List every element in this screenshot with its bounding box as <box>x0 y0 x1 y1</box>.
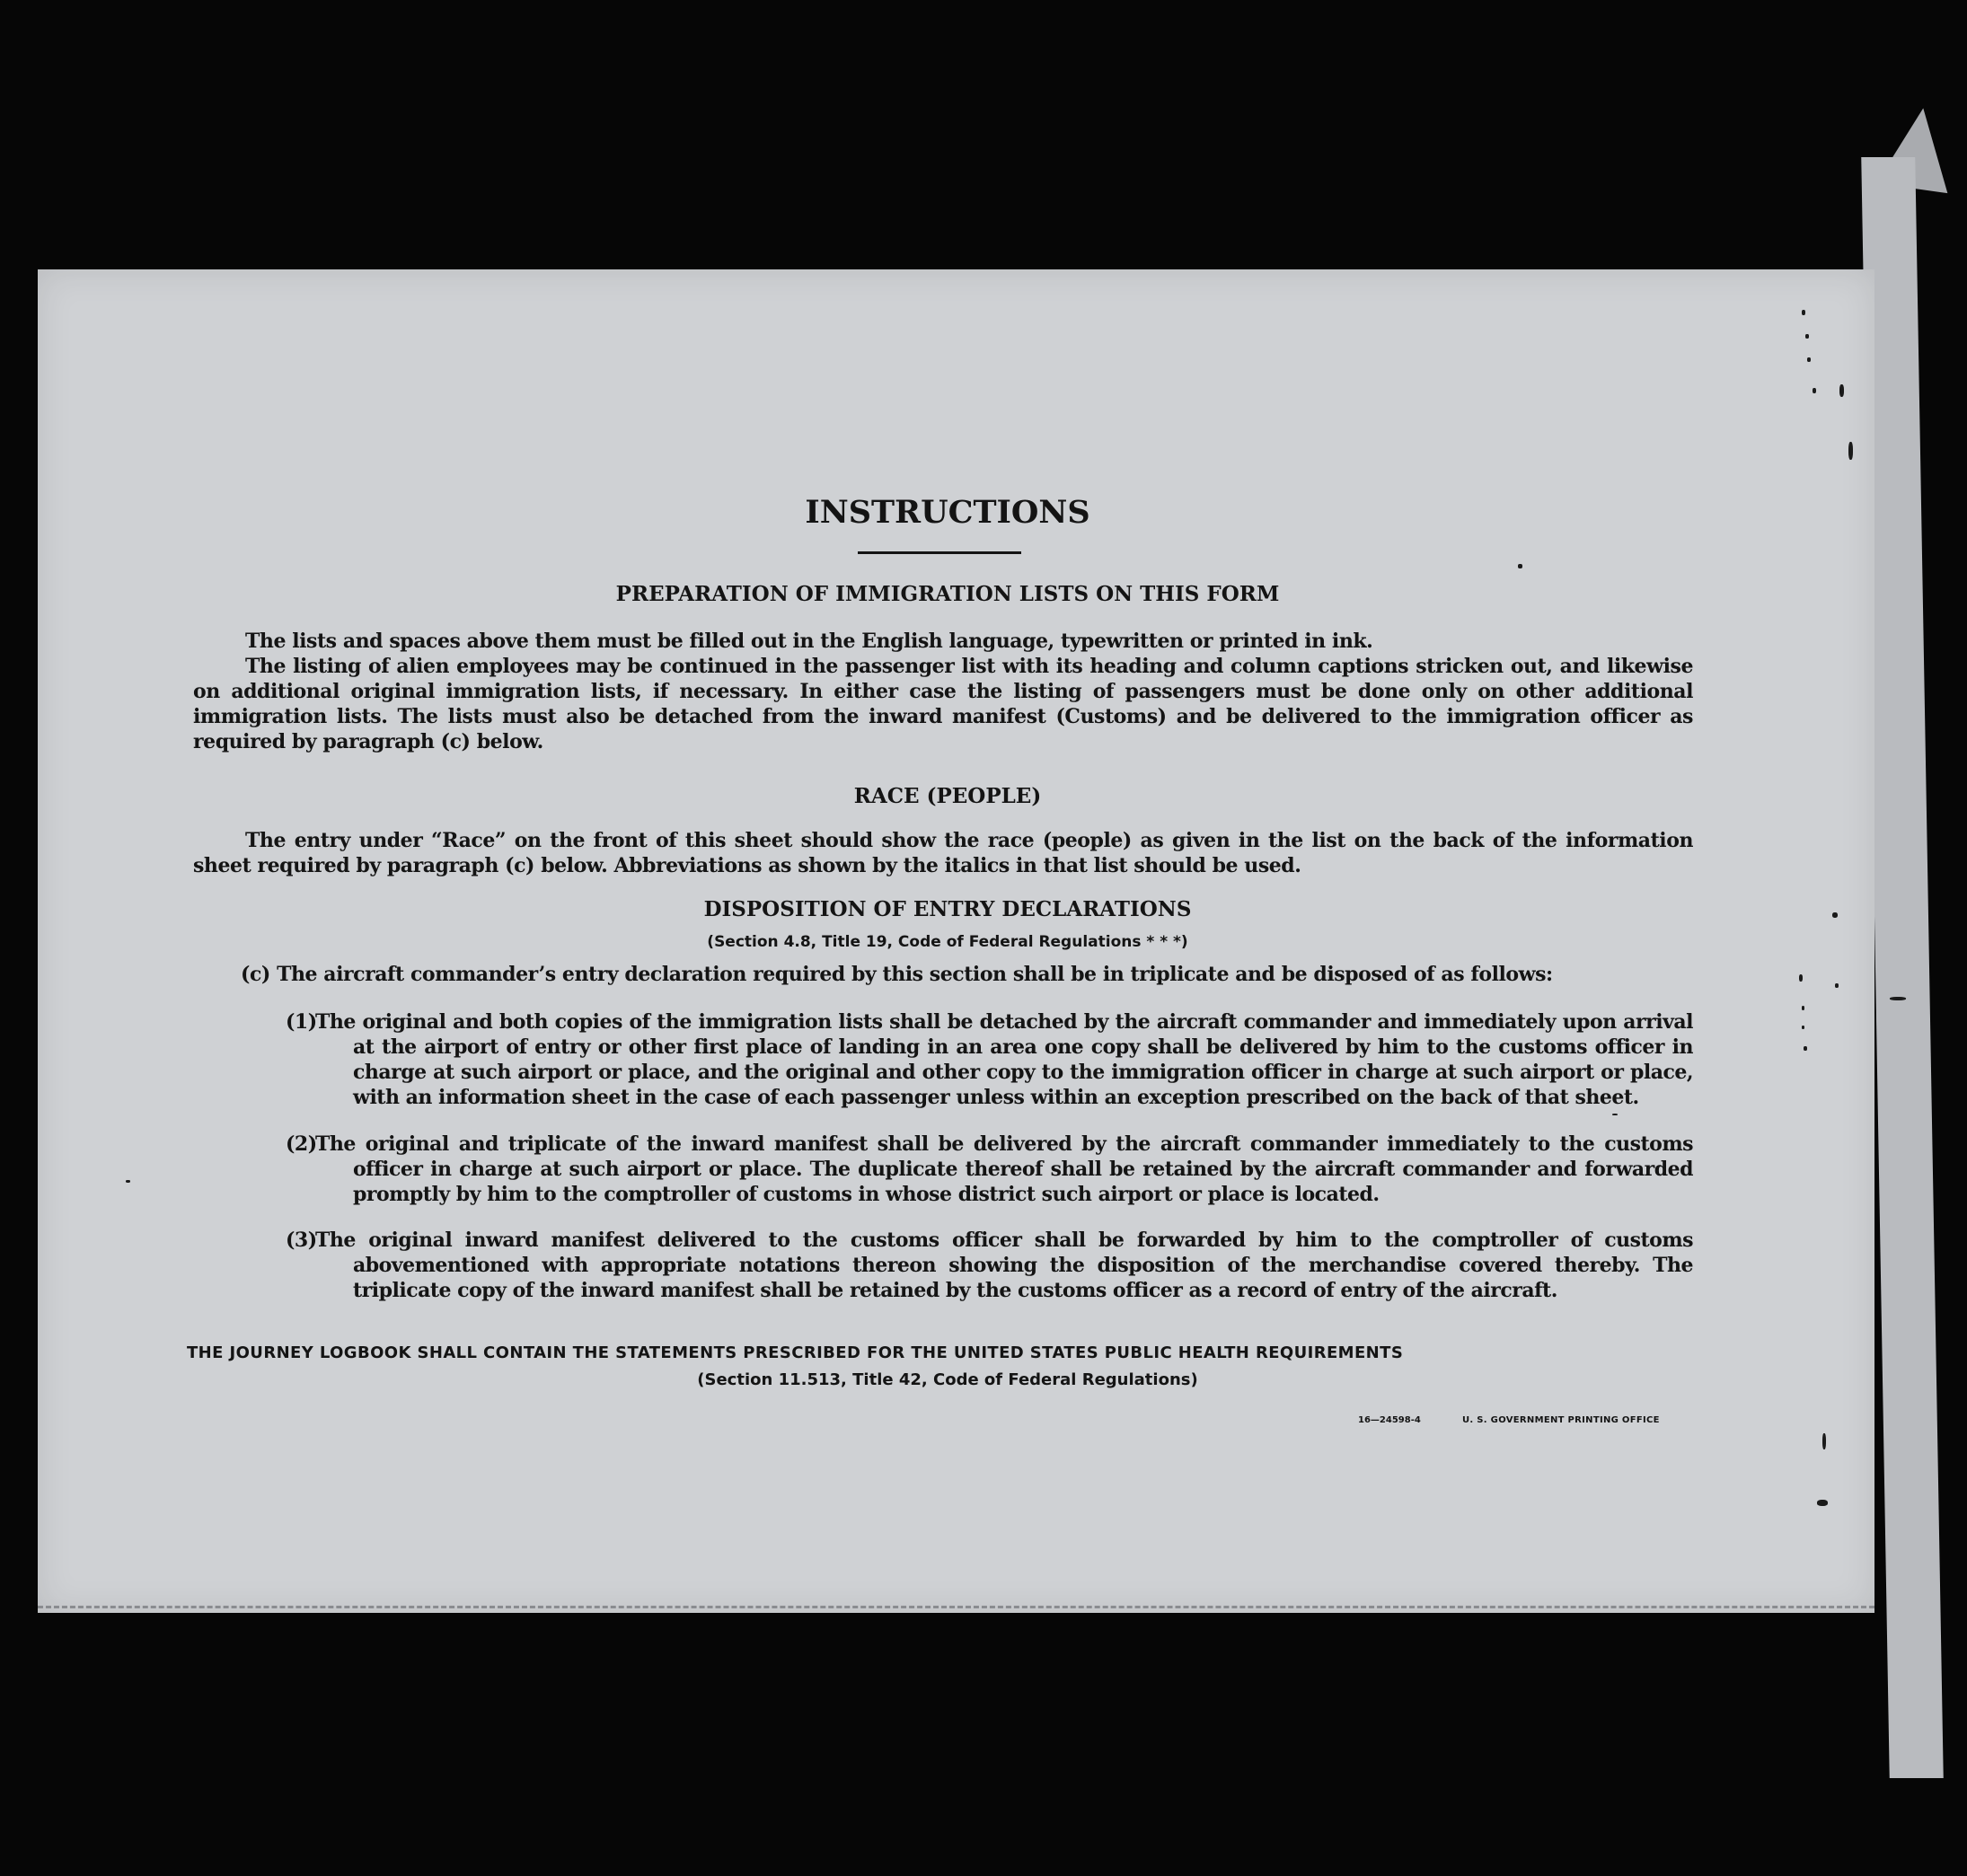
disposition-item <box>286 1132 1693 1207</box>
scan-speck <box>1835 983 1839 988</box>
scan-speck <box>126 1180 130 1183</box>
scan-speck <box>1802 310 1805 315</box>
scan-speck <box>1817 1500 1828 1506</box>
disposition-intro: (c) The aircraft commander’s entry declaration required by this section shall be in triplicate and be disposed of as follows: <box>241 963 1553 986</box>
footer-statement: THE JOURNEY LOGBOOK SHALL CONTAIN THE STATEMENTS PRESCRIBED FOR THE UNITED STATES PUBLIC HEALTH REQUIREMENTS <box>187 1343 1404 1362</box>
scan-speck <box>1804 1046 1807 1051</box>
disposition-item <box>286 1009 1693 1110</box>
item-text: The original inward manifest delivered to the customs officer shall be forwarded by him to the comptroller of customs abovementioned with appropriate notations thereon showing the disposition of the merchandise covered thereby. The triplicate copy of the inward manifest shall be retained by the customs officer as a record of entry of the aircraft. <box>315 1229 1693 1302</box>
scan-speck <box>1799 974 1803 982</box>
preparation-paragraph-2: The listing of alien employees may be continued in the passenger list with its heading and column captions stricken out, and likewise on additional original immigration lists, if necessary. In either case the listing of passengers must be done only on other additional immigration lists. The lists must also be detached from the inward manifest (Customs) and be delivered to the immigration officer as required by paragraph (c) below. <box>193 655 1693 753</box>
item-number: (1) <box>286 1010 317 1034</box>
item-number: (2) <box>286 1132 317 1156</box>
disposition-citation: (Section 4.8, Title 19, Code of Federal Regulations * * *) <box>707 933 1188 951</box>
item-number: (3) <box>286 1229 317 1252</box>
scan-speck <box>1805 334 1809 339</box>
footer-citation: (Section 11.513, Title 42, Code of Federal Regulations) <box>697 1370 1198 1389</box>
scan-speck <box>1612 1114 1618 1115</box>
preparation-paragraph-1: The lists and spaces above them must be filled out in the English language, typewritten or printed in ink. <box>245 630 1373 653</box>
section-heading-race: RACE (PEOPLE) <box>853 784 1042 808</box>
print-code: 16—24598-4 <box>1358 1415 1421 1425</box>
item-text: The original and both copies of the immigration lists shall be detached by the aircraft commander and immediately upon arrival at the airport of entry or other first place of landing in an area one copy shall be delivered by him to the customs officer in charge at such airport or place, and the original and other copy to the immigration officer in charge at such airport or place, with an information sheet in the case of each passenger unless within an exception prescribed on the back of that sheet. <box>315 1010 1693 1109</box>
scan-speck <box>1822 1433 1826 1449</box>
scan-speck <box>1518 564 1522 568</box>
race-paragraph: The entry under “Race” on the front of this sheet should show the race (people) as given in the list on the back of the information sheet required by paragraph (c) below. Abbreviations as shown by the italics in that list should be used. <box>193 829 1693 877</box>
page-title: INSTRUCTIONS <box>805 494 1090 531</box>
scan-speck <box>1807 357 1811 362</box>
section-heading-disposition: DISPOSITION OF ENTRY DECLARATIONS <box>703 897 1192 921</box>
scan-speck <box>1832 912 1838 918</box>
scan-speck <box>1802 1026 1804 1029</box>
scan-speck <box>1890 997 1906 1000</box>
section-heading-preparation: PREPARATION OF IMMIGRATION LISTS ON THIS FORM <box>615 582 1280 606</box>
scan-speck <box>1813 388 1816 393</box>
print-office: U. S. GOVERNMENT PRINTING OFFICE <box>1462 1415 1660 1425</box>
title-underline <box>858 551 1021 554</box>
scan-speck <box>1848 442 1853 460</box>
scan-speck <box>1802 1006 1804 1010</box>
scan-speck <box>1839 384 1844 397</box>
item-text: The original and triplicate of the inward manifest shall be delivered by the aircraft commander immediately to the customs officer in charge at such airport or place. The duplicate thereof shall be retained by the aircraft commander and forwarded promptly by him to the comptroller of customs in whose district such airport or place is located. <box>315 1132 1693 1206</box>
perforation-line <box>38 1606 1874 1608</box>
disposition-item <box>286 1228 1693 1303</box>
